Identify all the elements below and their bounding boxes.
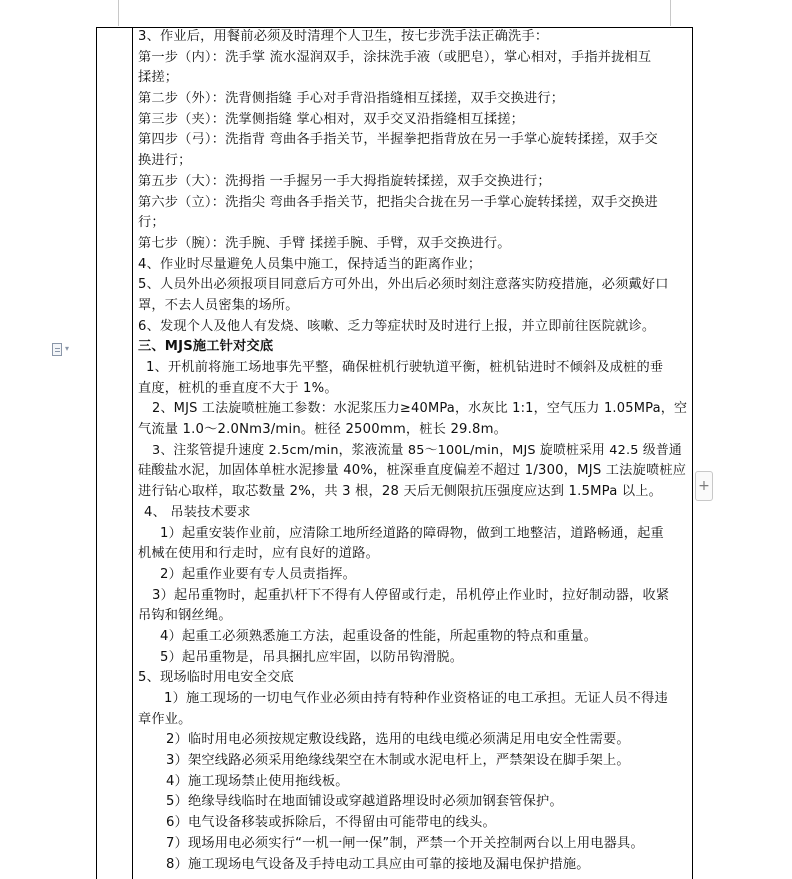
text-line: 第五步（大）：洗拇指 一手握另一手大拇指旋转揉搓，双手交换进行； xyxy=(138,173,551,189)
text-line: 3）架空线路必须采用绝缘线架空在木制或水泥电杆上，严禁架设在脚手架上。 xyxy=(166,753,630,769)
text-line: 吊钩和钢丝绳。 xyxy=(138,608,232,624)
text-line: 4、 吊装技术要求 xyxy=(144,504,251,520)
text-line: 章作业。 xyxy=(138,711,192,727)
text-line: 1）施工现场的一切电气作业必须由持有特种作业资格证的电工承担。无证人员不得违 xyxy=(164,691,668,706)
text-line: 换进行； xyxy=(138,153,192,169)
text-line: 揉搓； xyxy=(138,70,179,86)
text-line: 机械在使用和行走时，应有良好的道路。 xyxy=(138,546,379,562)
text-line: 气流量 1.0～2.0Nm3/min。桩径 2500mm，桩长 29.8m。 xyxy=(138,422,508,438)
text-line: 第三步（夹）：洗掌侧指缝 掌心相对，双手交叉沿指缝相互揉搓； xyxy=(138,111,525,127)
text-line: 5）起吊重物是，吊具捆扎应牢固，以防吊钩滑脱。 xyxy=(160,649,464,665)
right-margin-mark xyxy=(670,0,671,26)
left-margin-mark xyxy=(118,0,119,26)
text-line: 5、现场临时用电安全交底 xyxy=(138,670,294,686)
add-button[interactable]: + xyxy=(695,471,713,501)
section-heading: 三、MJS施工针对交底 xyxy=(138,339,274,355)
text-line: 3）起吊重物时，起重扒杆下不得有人停留或行走，吊机停止作业时，拉好制动器，收紧 xyxy=(152,587,670,603)
page-glyph-icon xyxy=(52,343,62,356)
text-line: 1）起重安装作业前，应清除工地所经道路的障碍物，做到工地整洁，道路畅通，起重 xyxy=(160,525,664,541)
text-line: 直度，桩机的垂直度不大于 1%。 xyxy=(138,380,338,396)
text-line: 3、注浆管提升速度 2.5cm/min，浆液流量 85～100L/min，MJS 旋喷桩采用 42.5 级普通 xyxy=(152,442,682,458)
text-line: 第一步（内）：洗手掌 流水湿润双手，涂抹洗手液（或肥皂），掌心相对，手指并拢相互 xyxy=(138,49,652,65)
text-line: 2、MJS 工法旋喷桩施工参数：水泥浆压力≥40MPa，水灰比 1:1，空气压力 1.05MPa，空 xyxy=(152,401,688,417)
text-line: 2）起重作业要有专人员责指挥。 xyxy=(160,566,357,582)
text-line: 第七步（腕）：洗手腕、手臂 揉搓手腕、手臂，双手交换进行。 xyxy=(138,235,511,251)
text-line: 6、发现个人及他人有发烧、咳嗽、乏力等症状时及时进行上报，并立即前往医院就诊。 xyxy=(138,318,656,334)
text-line: 7）现场用电必须实行“一机一闸一保”制，严禁一个开关控制两台以上用电器具。 xyxy=(166,835,644,851)
text-line: 1、开机前将施工场地事先平整，确保桩机行驶轨道平衡，桩机钻进时不倾斜及成桩的垂 xyxy=(146,360,664,375)
text-line: 行； xyxy=(138,215,165,231)
text-line: 5）绝缘导线临时在地面铺设或穿越道路埋设时必须加钢套管保护。 xyxy=(166,794,563,810)
text-line: 第六步（立）：洗指尖 弯曲各手指关节，把指尖合拢在另一手掌心旋转揉搓，双手交换进 xyxy=(138,194,658,210)
text-line: 4）施工现场禁止使用拖线板。 xyxy=(166,773,349,789)
table-column-divider xyxy=(132,27,133,879)
text-line: 4、作业时尽量避免人员集中施工，保持适当的距离作业； xyxy=(138,256,482,272)
text-line: 4）起重工必须熟悉施工方法，起重设备的性能，所起重物的特点和重量。 xyxy=(160,628,597,644)
text-line: 8）施工现场电气设备及手持电动工具应由可靠的接地及漏电保护措施。 xyxy=(166,856,590,872)
text-line: 进行钻心取样，取芯数量 2%，共 3 根，28 天后无侧限抗压强度应达到 1.5MPa 以上。 xyxy=(138,484,663,500)
text-line: 6）电气设备移装或拆除后，不得留由可能带电的线头。 xyxy=(166,815,496,831)
text-line: 硅酸盐水泥，加固体单桩水泥掺量 40%，桩深垂直度偏差不超过 1/300，MJS 工法旋喷桩应 xyxy=(138,463,687,479)
document-icon[interactable] xyxy=(52,341,78,357)
text-line: 第二步（外）：洗背侧指缝 手心对手背沿指缝相互揉搓，双手交换进行； xyxy=(138,91,565,107)
text-line: 罩，不去人员密集的场所。 xyxy=(138,297,299,313)
table-content-cell[interactable] xyxy=(138,27,689,875)
text-line: 第四步（弓）：洗指背 弯曲各手指关节，半握拳把指背放在另一手掌心旋转揉搓，双手交 xyxy=(138,132,658,148)
text-line: 3、作业后，用餐前必须及时清理个人卫生，按七步洗手法正确洗手： xyxy=(138,29,549,44)
chevron-down-icon: ▾ xyxy=(65,344,70,353)
text-line: 2）临时用电必须按规定敷设线路，选用的电线电缆必须满足用电安全性需要。 xyxy=(166,732,630,748)
text-line: 5、人员外出必须报项目同意后方可外出，外出后必须时刻注意落实防疫措施，必须戴好口 xyxy=(138,277,669,293)
